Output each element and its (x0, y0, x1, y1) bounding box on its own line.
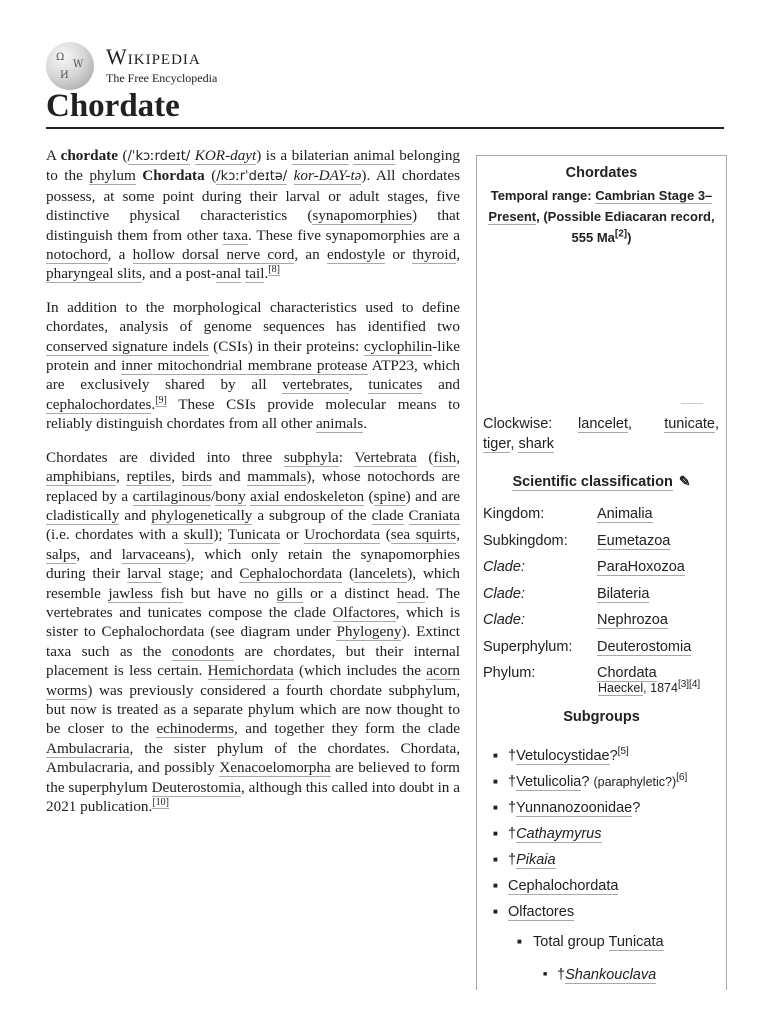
link-anal[interactable]: anal (215, 265, 242, 283)
rank-label: Clade: (483, 585, 525, 602)
link-phylogenetically[interactable]: phylogenetically (151, 506, 253, 524)
nested-subgroups-list-2 (543, 962, 656, 988)
link-dorsal-nerve-cord[interactable]: hollow dorsal nerve cord (132, 246, 295, 264)
wordmark-title: Wikipedia (106, 44, 201, 69)
citation-8[interactable]: [8] (268, 264, 280, 276)
taxon-link[interactable]: Nephrozoa (597, 612, 668, 629)
taxon-link[interactable]: Deuterostomia (597, 638, 692, 655)
table-row (483, 607, 723, 634)
wikipedia-logo[interactable] (46, 42, 217, 90)
subgroup-link[interactable]: Shankouclava (565, 967, 657, 983)
edit-pencil-icon[interactable]: ✎ (678, 473, 691, 489)
link-csi[interactable]: conserved signature indels (46, 337, 209, 355)
link-thyroid[interactable]: thyroid (412, 246, 457, 264)
link-subphyla[interactable]: subphyla (283, 448, 339, 466)
wordmark-tagline: The Free Encyclopedia (106, 71, 218, 85)
link-temporal-range[interactable]: Cambrian Stage 3–Present (488, 188, 713, 224)
subgroup-link[interactable]: Vetulicolia (516, 774, 582, 790)
link-olfactores[interactable]: Olfactores (332, 603, 396, 621)
subgroup-link[interactable]: Cathaymyrus (516, 826, 602, 842)
link-notochord[interactable]: notochord (46, 246, 108, 264)
link-gills[interactable]: gills (276, 584, 303, 602)
link-fish[interactable]: fish (433, 448, 457, 466)
link-taxa[interactable]: taxa (222, 226, 249, 244)
link-sea-squirts[interactable]: sea squirts (390, 526, 457, 544)
link-xenacoelomorpha[interactable]: Xenacoelomorpha (219, 759, 331, 777)
link-synapomorphies[interactable]: synapomorphies (312, 207, 412, 225)
ipa-link[interactable]: /kɔːrˈdeɪtə/ (216, 169, 288, 185)
link-shark[interactable]: shark (518, 436, 554, 452)
list-item: ■ †Vetulicolia? (paraphyletic?)[6] (493, 769, 687, 795)
table-row (483, 501, 723, 528)
link-tunicata[interactable]: Tunicata (227, 526, 281, 544)
link-acorn-worms[interactable]: acorn worms (46, 662, 460, 699)
rank-label: Clade: (483, 559, 525, 576)
citation-2[interactable]: [2] (614, 228, 628, 240)
taxon-link[interactable]: ParaHoxozoa (597, 559, 685, 576)
link-ambulacraria[interactable]: Ambulacraria (46, 739, 130, 757)
link-salps[interactable]: salps (46, 545, 77, 563)
link-vertebrates[interactable]: vertebrates (282, 376, 349, 394)
link-head[interactable]: head (396, 584, 426, 602)
respelling-link[interactable]: KOR-dayt (194, 147, 257, 164)
link-larvaceans[interactable]: larvaceans (121, 545, 186, 563)
link-vertebrata[interactable]: Vertebrata (354, 448, 417, 466)
link-bilaterian[interactable]: bilaterian (291, 147, 349, 164)
taxon-link[interactable]: Animalia (597, 506, 653, 523)
table-row (483, 581, 723, 608)
citation-3-4[interactable]: [3][4] (677, 678, 701, 690)
link-echinoderms[interactable]: echinoderms (156, 720, 235, 738)
link-urochordata[interactable]: Urochordata (304, 526, 381, 544)
link-endostyle[interactable]: endostyle (326, 246, 386, 264)
link-mammals[interactable]: mammals (247, 468, 307, 486)
image-divider (681, 403, 703, 404)
list-item: ■ †Shankouclava (543, 962, 656, 988)
link-lancelet[interactable]: lancelet (578, 416, 629, 432)
link-skull[interactable]: skull (183, 526, 214, 544)
subgroup-link[interactable]: Pikaia (516, 852, 556, 868)
subgroup-link[interactable]: Cephalochordata (508, 878, 619, 894)
table-row (483, 528, 723, 555)
rank-label: Subkingdom: (483, 532, 568, 549)
link-hemichordata[interactable]: Hemichordata (207, 662, 294, 680)
citation-10[interactable]: [10] (152, 796, 169, 808)
article-body (46, 146, 460, 830)
taxon-link[interactable]: Eumetazoa (597, 532, 671, 549)
link-scientific-classification[interactable]: Scientific classification (512, 474, 673, 490)
link-cephalochordata[interactable]: Cephalochordata (239, 565, 343, 583)
link-phylogeny[interactable]: Phylogeny (336, 623, 402, 641)
link-tiger[interactable]: tiger (483, 436, 511, 452)
citation-5[interactable]: [5] (617, 746, 629, 758)
classification-table (483, 501, 723, 687)
subgroups-heading: Subgroups (563, 709, 640, 725)
paragraph-3: Chordates are divided into three subphyla: Vertebrata (fish, amphibians, reptiles, birds and mammals), whose notochords are replaced by a cartilaginous/bony axial endoskeleton (spine) and are cladistically and phylogenetically a subgroup of the clade Craniata (i.e. chordates with a skull); Tunicata or Urochordata (sea squirts, salps, and larvaceans), which only retain the synapomorphies during their larval stage; and Cephalochordata (lancelets), which resemble jawless fish but have no gills or a distinct head. The vertebrates and tunicates compose the clade Olfactores, which is sister to Cephalochordata (see diagram under Phylogeny). Extinct taxa such as the conodonts are chordates, but their internal placement is less certain. Hemichordata (which includes the acorn worms) was previously considered a fourth chordate subphylum, but now is treated as a separate phylum which are now thought to be closer to the echinoderms, and together they form the clade Ambulacraria, the sister phylum of the chordates. Chordata, Ambulacraria, and possibly Xenacoelomorpha are believed to form the superphylum Deuterostomia, although this called into doubt in a 2021 publication.[10] (46, 448, 461, 815)
link-cyclophilin[interactable]: cyclophilin (363, 337, 433, 355)
rank-label: Phylum: (483, 665, 536, 682)
nested-subgroups-list (517, 929, 664, 955)
list-item (493, 873, 687, 899)
taxon-link[interactable]: Chordata (597, 665, 657, 682)
subgroup-link[interactable]: Tunicata (608, 934, 664, 950)
link-deuterostomia[interactable]: Deuterostomia (151, 778, 242, 796)
image-caption: Clockwise: lancelet, tunicate, tiger, shark (483, 416, 720, 452)
list-item: ■ †Yunnanozoonidae? (493, 795, 687, 821)
link-cladistically[interactable]: cladistically (46, 506, 120, 524)
rank-label: Clade: (483, 612, 525, 629)
link-reptiles[interactable]: reptiles (126, 468, 172, 486)
table-row (483, 634, 723, 661)
subgroup-link[interactable]: Yunnanozoonidae (516, 800, 633, 816)
puzzle-globe-icon: Ω W И (46, 42, 94, 90)
link-clade[interactable]: clade (371, 506, 404, 524)
citation-6[interactable]: [6] (676, 772, 688, 784)
taxobox (476, 155, 727, 990)
page-title: Chordate (46, 88, 180, 124)
classification-heading (477, 473, 726, 490)
citation-9[interactable]: [9] (155, 394, 167, 406)
link-tunicates[interactable]: tunicates (368, 376, 423, 394)
title-divider (46, 127, 724, 129)
link-bony[interactable]: bony (215, 487, 246, 505)
table-row (483, 554, 723, 581)
taxon-link[interactable]: Bilateria (597, 585, 650, 602)
link-spine[interactable]: spine (373, 487, 406, 505)
ipa-link[interactable]: /ˈkɔːrdeɪt/ (127, 149, 191, 164)
wordmark (106, 46, 217, 86)
link-lancelets[interactable]: lancelets (354, 565, 408, 583)
link-animals[interactable]: animals (315, 415, 364, 433)
link-animal[interactable]: animal (353, 147, 395, 164)
link-haeckel[interactable]: Haeckel (598, 681, 644, 695)
list-item: ■ †Vetulocystidae?[5] (493, 743, 687, 769)
temporal-range: Temporal range: Cambrian Stage 3–Present, (Possible Ediacaran record, 555 Ma[2]) (488, 188, 715, 245)
link-craniata[interactable]: Craniata (408, 506, 460, 524)
link-tunicate[interactable]: tunicate (664, 416, 715, 432)
list-item: ■ †Cathaymyrus (493, 821, 687, 847)
link-amphibians[interactable]: amphibians (46, 468, 117, 486)
list-item: ■ †Pikaia (493, 847, 687, 873)
subgroup-link[interactable]: Olfactores (508, 904, 575, 920)
rank-label: Kingdom: (483, 506, 545, 523)
list-item: ■ Total group Tunicata (517, 929, 664, 955)
link-larval[interactable]: larval (127, 565, 162, 583)
subgroup-link[interactable]: Vetulocystidae (516, 748, 610, 764)
link-conodonts[interactable]: conodonts (171, 642, 235, 660)
link-tail[interactable]: tail (245, 265, 265, 283)
taxon-authority: Haeckel, 1874[3][4] (598, 678, 701, 695)
link-jawless-fish[interactable]: jawless fish (108, 584, 184, 602)
link-cartilaginous[interactable]: cartilaginous (132, 487, 212, 505)
link-cephalochordates[interactable]: cephalochordates (46, 395, 152, 413)
link-birds[interactable]: birds (181, 468, 213, 486)
infobox-title: Chordates (565, 165, 638, 181)
link-axial-endoskeleton[interactable]: axial endoskeleton (250, 487, 365, 505)
lead-term: chordate (60, 147, 118, 164)
rank-label: Superphylum: (483, 638, 573, 655)
link-phylum[interactable]: phylum (89, 167, 136, 185)
respelling-link[interactable]: kor-DAY-tə (293, 167, 362, 185)
subgroups-list (493, 743, 687, 925)
paragraph-1: A chordate (/ˈkɔːrdeɪt/ KOR-dayt) is a bilaterian animal belonging to the phylum Chordata (/kɔːrˈdeɪtə/ kor-DAY-tə). All chordates possess, at some point during their larval or adult stages, five distinctive physical characteristics (synapomorphies) that distinguish them from other taxa. These five synapomorphies are a notochord, a hollow dorsal nerve cord, an endostyle or thyroid, pharyngeal slits, and a post-anal tail.[8] (46, 147, 461, 283)
link-pharyngeal-slits[interactable]: pharyngeal slits (46, 265, 142, 283)
paragraph-2: In addition to the morphological characteristics used to define chordates, analysis of genome sequences has identified two conserved signature indels (CSIs) in their proteins: cyclophilin-like protein and inner mitochondrial membrane protease ATP23, which are exclusively shared by all vertebrates, tunicates and cephalochordates.[9] These CSIs provide molecular means to reliably distinguish chordates from all other animals. (46, 298, 461, 433)
list-item (493, 899, 687, 925)
link-protease[interactable]: inner mitochondrial membrane protease (121, 357, 368, 375)
